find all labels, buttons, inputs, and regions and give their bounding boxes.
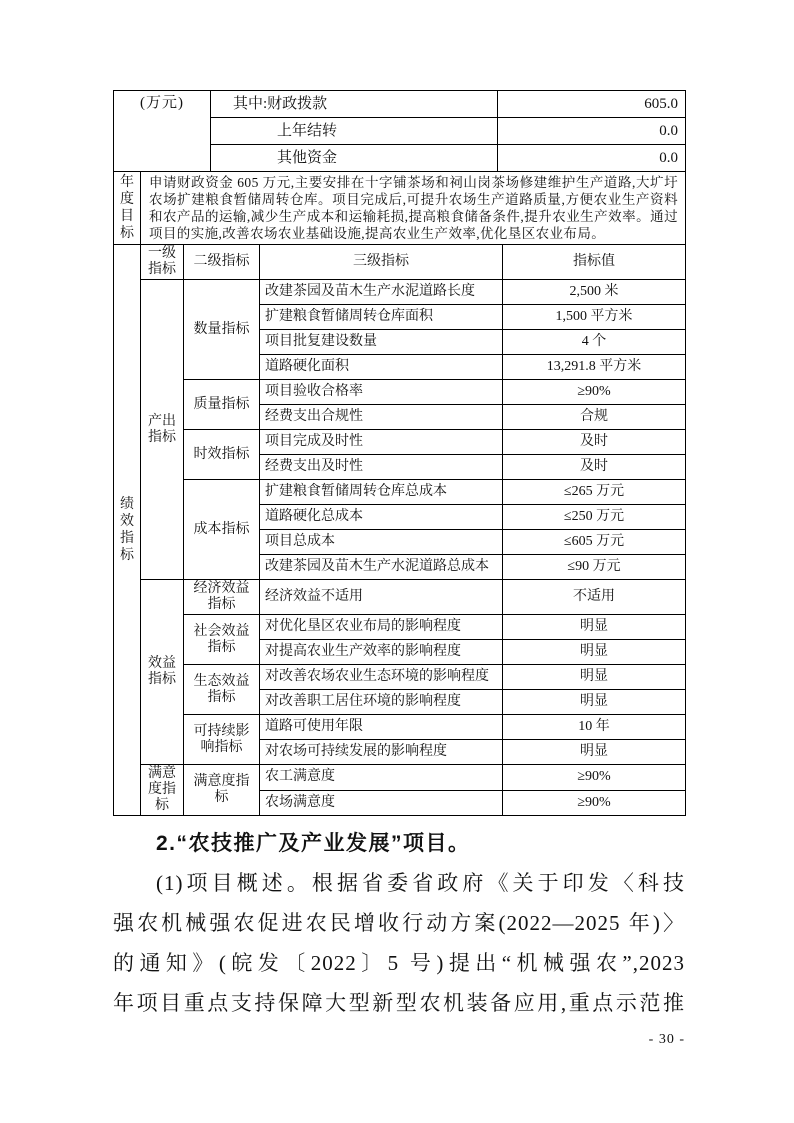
funding-unit-cell: (万元) (114, 91, 211, 172)
section-heading: 2.“农技推广及产业发展”项目。 (156, 832, 471, 855)
funding-row (114, 91, 686, 118)
indicator-cell: 道路硬化总成本 (260, 505, 503, 530)
value-cell: ≤90 万元 (503, 555, 686, 580)
indicator-cell: 对改善职工居住环境的影响程度 (260, 690, 503, 715)
indicator-cell: 对改善农场农业生态环境的影响程度 (260, 665, 503, 690)
indicator-cell: 道路硬化面积 (260, 355, 503, 380)
value-cell: 及时 (503, 430, 686, 455)
value-cell: 明显 (503, 640, 686, 665)
value-cell: 及时 (503, 455, 686, 480)
annual-goal-header-cell: 年度目标 (114, 172, 141, 245)
indicator-cell: 扩建粮食暂储周转仓库总成本 (260, 480, 503, 505)
performance-table (113, 244, 686, 816)
indicator-cell: 道路可使用年限 (260, 715, 503, 740)
indicator-cell: 对农场可持续发展的影响程度 (260, 740, 503, 765)
value-cell: 明显 (503, 740, 686, 765)
funding-value-cell: 0.0 (498, 118, 686, 145)
table-row (114, 665, 686, 690)
level2-cell-satisfaction: 满意度指标 (184, 765, 260, 816)
annual-goal-table (113, 171, 686, 245)
indicator-cell: 经费支出及时性 (260, 455, 503, 480)
indicator-cell: 项目验收合格率 (260, 380, 503, 405)
indicator-cell: 经费支出合规性 (260, 405, 503, 430)
value-cell: 明显 (503, 665, 686, 690)
indicator-cell: 改建茶园及苗木生产水泥道路总成本 (260, 555, 503, 580)
value-cell: 2,500 米 (503, 280, 686, 305)
body-paragraph (113, 863, 685, 1023)
funding-value-cell: 0.0 (498, 145, 686, 172)
level2-cell-quantity: 数量指标 (184, 280, 260, 380)
value-cell: ≤265 万元 (503, 480, 686, 505)
page-number: - 30 - (648, 1032, 685, 1047)
level1-cell-satisfaction: 满意度指标 (141, 765, 184, 816)
value-cell: ≥90% (503, 765, 686, 791)
performance-header-row (114, 245, 686, 280)
level2-cell-social: 社会效益指标 (184, 615, 260, 665)
value-cell: 13,291.8 平方米 (503, 355, 686, 380)
table-row (114, 765, 686, 791)
level2-cell-timeliness: 时效指标 (184, 430, 260, 480)
indicator-cell: 对提高农业生产效率的影响程度 (260, 640, 503, 665)
value-cell: ≤605 万元 (503, 530, 686, 555)
level1-cell-output: 产出指标 (141, 280, 184, 580)
value-cell: 明显 (503, 690, 686, 715)
value-cell: 4 个 (503, 330, 686, 355)
value-cell: 不适用 (503, 580, 686, 615)
body-line: 的通知》(皖发〔2022〕5 号)提出“机械强农”,2023 (113, 951, 685, 975)
value-cell: ≥90% (503, 790, 686, 816)
performance-row-header-cell: 绩效指标 (114, 245, 141, 816)
indicator-cell: 项目完成及时性 (260, 430, 503, 455)
table-row (114, 715, 686, 740)
funding-table (113, 90, 686, 172)
table-row (114, 430, 686, 455)
indicator-cell: 扩建粮食暂储周转仓库面积 (260, 305, 503, 330)
col-header-level1: 一级指标 (141, 245, 184, 280)
body-line: (1)项目概述。根据省委省政府《关于印发〈科技 (156, 871, 685, 895)
annual-goal-text-cell: 申请财政资金 605 万元,主要安排在十字铺茶场和祠山岗茶场修建维护生产道路,大圹圩农场扩建粮食暂储周转仓库。项目完成后,可提升农场生产道路质量,方便农业生产资料和农产品的运输,减少生产成本和运输耗损,提高粮食储备条件,提升农业生产效率。通过项目的实施,改善农场农业基础设施,提高农业生产效率,优化垦区农业布局。 (141, 172, 686, 245)
funding-label-cell: 其他资金 (211, 145, 498, 172)
funding-value-cell: 605.0 (498, 91, 686, 118)
table-row (114, 580, 686, 615)
indicator-cell: 改建茶园及苗木生产水泥道路长度 (260, 280, 503, 305)
indicator-cell: 农场满意度 (260, 790, 503, 816)
level2-cell-quality: 质量指标 (184, 380, 260, 430)
annual-goal-row (114, 172, 686, 245)
funding-label-cell: 上年结转 (211, 118, 498, 145)
value-cell: ≤250 万元 (503, 505, 686, 530)
col-header-value: 指标值 (503, 245, 686, 280)
page-content (113, 90, 685, 1023)
indicator-cell: 农工满意度 (260, 765, 503, 791)
body-line: 年项目重点支持保障大型新型农机装备应用,重点示范推 (113, 991, 685, 1015)
body-line: 强农机械强农促进农民增收行动方案(2022—2025 年)〉 (113, 911, 685, 935)
level2-cell-sustainability: 可持续影响指标 (184, 715, 260, 765)
indicator-cell: 对优化垦区农业布局的影响程度 (260, 615, 503, 640)
level2-cell-cost: 成本指标 (184, 480, 260, 580)
table-row (114, 615, 686, 640)
value-cell: 1,500 平方米 (503, 305, 686, 330)
level2-cell-economic: 经济效益指标 (184, 580, 260, 615)
level1-cell-benefit: 效益指标 (141, 580, 184, 765)
col-header-level3: 三级指标 (260, 245, 503, 280)
indicator-cell: 经济效益不适用 (260, 580, 503, 615)
col-header-level2: 二级指标 (184, 245, 260, 280)
table-row (114, 380, 686, 405)
value-cell: 10 年 (503, 715, 686, 740)
value-cell: 明显 (503, 615, 686, 640)
indicator-cell: 项目总成本 (260, 530, 503, 555)
indicator-cell: 项目批复建设数量 (260, 330, 503, 355)
value-cell: ≥90% (503, 380, 686, 405)
table-row (114, 280, 686, 305)
table-row (114, 480, 686, 505)
value-cell: 合规 (503, 405, 686, 430)
level2-cell-ecological: 生态效益指标 (184, 665, 260, 715)
funding-label-cell: 其中:财政拨款 (211, 91, 498, 118)
